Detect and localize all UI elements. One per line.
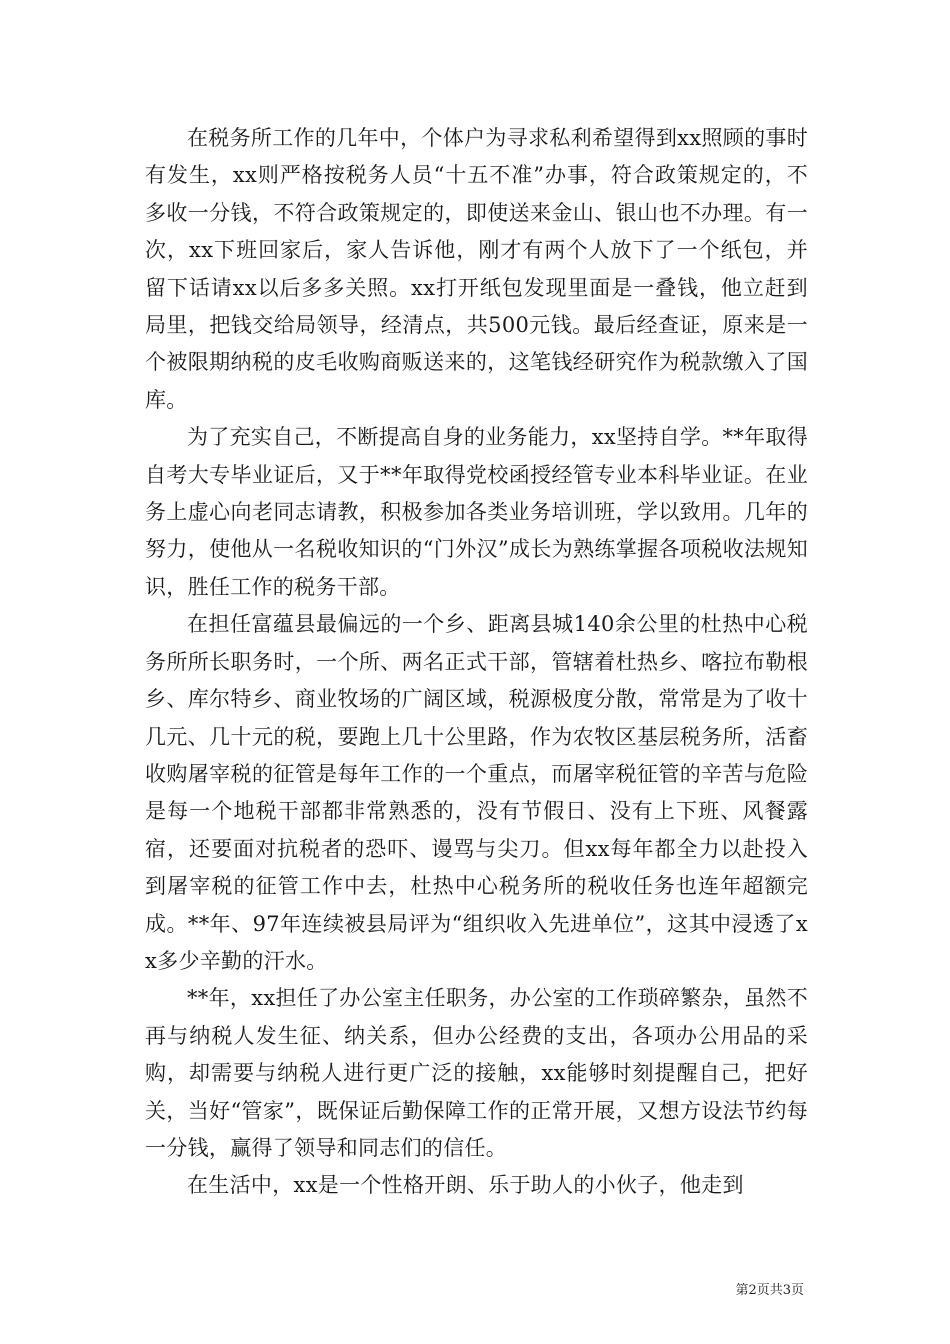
paragraph-1: 在税务所工作的几年中，个体户为寻求私利希望得到xx照顾的事时有发生，xx则严格按税务人员“十五不准”办事，符合政策规定的，不多收一分钱，不符合政策规定的，即使送来金山、银山也不办理。有一次，xx下班回家后，家人告诉他，刚才有两个人放下了一个纸包，并留下话请xx以后多多关照。xx打开纸包发现里面是一叠钱，他立赶到局里，把钱交给局领导，经清点，共500元钱。最后经查证，原来是一个被限期纳税的皮毛收购商贩送来的，这笔钱经研究作为税款缴入了国库。: [145, 126, 808, 412]
paragraph-4: **年，xx担任了办公室主任职务，办公室的工作琐碎繁杂，虽然不再与纳税人发生征、纳关系，但办公经费的支出，各项办公用品的采购，却需要与纳税人进行更广泛的接触，xx能够时刻提醒自己，把好关，当好“管家”，既保证后勤保障工作的正常开展，又想方设法节约每一分钱，赢得了领导和同志们的信任。: [145, 986, 808, 1160]
document-body: [145, 120, 808, 1205]
paragraph-2: 为了充实自己，不断提高自身的业务能力，xx坚持自学。**年取得自考大专毕业证后，又于**年取得党校函授经管专业本科毕业证。在业务上虚心向老同志请教，积极参加各类业务培训班，学以致用。几年的努力，使他从一名税收知识的“门外汉”成长为熟练掌握各项税收法规知识，胜任工作的税务干部。: [145, 425, 808, 599]
paragraph-3: 在担任富蕴县最偏远的一个乡、距离县城140余公里的杜热中心税务所所长职务时，一个所、两名正式干部，管辖着杜热乡、喀拉布勒根乡、库尔特乡、商业牧场的广阔区域，税源极度分散，常常是为了收十几元、几十元的税，要跑上几十公里路，作为农牧区基层税务所，活畜收购屠宰税的征管是每年工作的一个重点，而屠宰税征管的辛苦与危险是每一个地税干部都非常熟悉的，没有节假日、没有上下班、风餐露宿，还要面对抗税者的恐吓、谩骂与尖刀。但xx每年都全力以赴投入到屠宰税的征管工作中去，杜热中心税务所的税收任务也连年超额完成。**年、97年连续被县局评为“组织收入先进单位”，这其中浸透了xx多少辛勤的汗水。: [145, 612, 808, 973]
page-number: 第2页共3页: [735, 1283, 804, 1298]
paragraph-5: 在生活中，xx是一个性格开朗、乐于助人的小伙子，他走到: [187, 1173, 744, 1198]
